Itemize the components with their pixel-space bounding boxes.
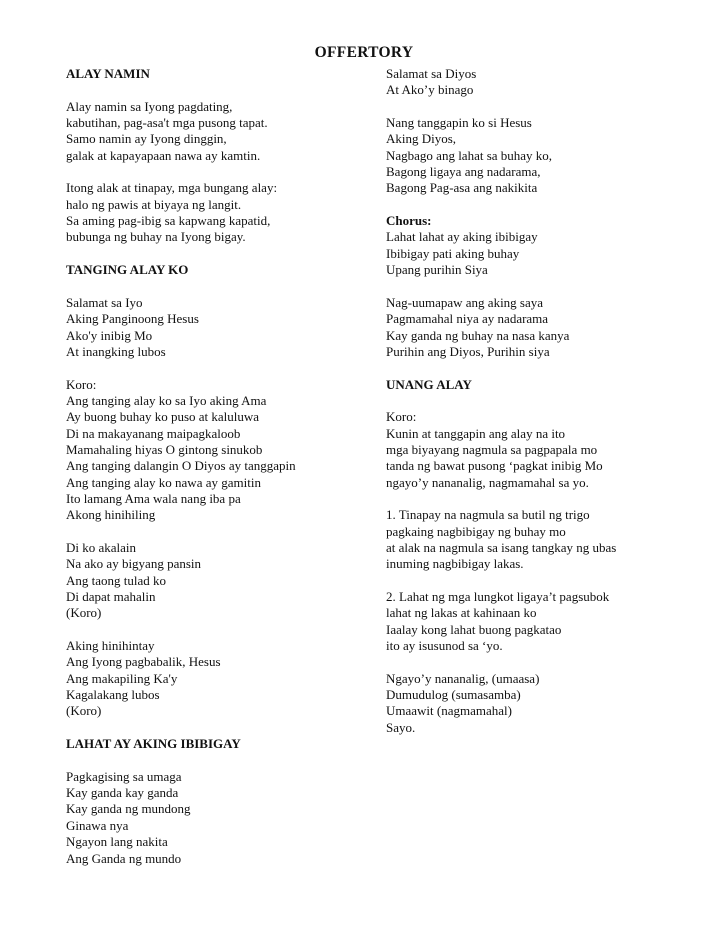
lyric-line: At inangking lubos <box>66 343 166 359</box>
lyric-line: Di ko akalain <box>66 539 137 555</box>
blank-line <box>386 573 696 589</box>
lyric-line: Ginawa nya <box>66 817 129 833</box>
lyric-line: at alak na nagmula sa isang tangkay ng ubas <box>386 539 617 555</box>
lyric-line: Itong alak at tinapay, mga bungang alay: <box>66 180 278 196</box>
lyric-line: Nag-uumapaw ang aking saya <box>386 294 544 310</box>
blank-line <box>66 720 366 736</box>
lyric-line: Koro: <box>386 409 417 425</box>
lyric-line: Kay ganda kay ganda <box>66 785 179 801</box>
lyric-line: Ngayon lang nakita <box>66 834 168 850</box>
lyric-line: Ang Ganda ng mundo <box>66 850 182 866</box>
lyric-line: Pagmamahal niya ay nadarama <box>386 311 549 327</box>
lyric-line: Purihin ang Diyos, Purihin siya <box>386 343 550 359</box>
lyric-line: Aking Diyos, <box>386 131 457 147</box>
lyric-line: kabutihan, pag-asa't mga pusong tapat. <box>66 115 268 131</box>
lyric-line: Kunin at tanggapin ang alay na ito <box>386 425 566 441</box>
lyric-line: Di na makayanang maipagkaloob <box>66 425 241 441</box>
lyric-line: Ngayo’y nananalig, (umaasa) <box>386 670 540 686</box>
lyric-line: Sayo. <box>386 719 416 735</box>
lyric-line: ngayo’y nananalig, nagmamahal sa yo. <box>386 474 589 490</box>
section-heading: UNANG ALAY <box>386 376 472 392</box>
lyric-line: mga biyayang nagmula sa pagpapala mo <box>386 441 598 457</box>
lyric-line: Salamat sa Diyos <box>386 66 477 81</box>
lyric-line: ito ay isusunod sa ‘yo. <box>386 638 503 654</box>
lyric-line: Aking hinihintay <box>66 638 155 654</box>
lyric-line: Na ako ay bigyang pansin <box>66 556 202 572</box>
lyric-line: inuming nagbibigay lakas. <box>386 556 524 572</box>
section-heading: Chorus: <box>386 213 432 229</box>
lyric-line: 1. Tinapay na nagmula sa butil ng trigo <box>386 507 590 523</box>
blank-line <box>66 524 366 540</box>
lyric-line: Dumudulog (sumasamba) <box>386 687 521 703</box>
blank-line <box>66 360 366 376</box>
blank-line <box>66 246 366 262</box>
lyric-line: Kay ganda ng mundong <box>66 801 191 817</box>
lyric-line: lahat ng lakas at kahinaan ko <box>386 605 537 621</box>
lyric-line: Bagong Pag-asa ang nakikita <box>386 180 538 196</box>
blank-line <box>386 654 696 670</box>
blank-line <box>66 622 366 638</box>
blank-line <box>66 752 366 768</box>
blank-line <box>386 393 696 409</box>
blank-line <box>66 164 366 180</box>
lyric-line: Ang tanging alay ko nawa ay gamitin <box>66 474 261 490</box>
lyric-line: Sa aming pag-ibig sa kapwang kapatid, <box>66 213 271 229</box>
page-title: OFFERTORY <box>314 44 414 61</box>
blank-line <box>386 360 696 376</box>
lyric-line: Mamahaling hiyas O gintong sinukob <box>66 441 263 457</box>
lyric-line: Pagkagising sa umaga <box>66 768 182 784</box>
lyric-line: halo ng pawis at biyaya ng langit. <box>66 196 242 212</box>
lyric-line: Aking Panginoong Hesus <box>66 311 199 327</box>
lyric-line: Kay ganda ng buhay na nasa kanya <box>386 327 570 343</box>
lyric-line: Ang tanging alay ko sa Iyo aking Ama <box>66 392 267 408</box>
section-heading: ALAY NAMIN <box>66 66 150 81</box>
lyric-line: pagkaing nagbibigay ng buhay mo <box>386 523 566 539</box>
lyric-line: Ito lamang Ama wala nang iba pa <box>66 490 241 506</box>
lyric-line: Akong hinihiling <box>66 507 156 523</box>
lyric-line: Koro: <box>66 376 97 392</box>
blank-line <box>386 278 696 294</box>
lyric-line: At Ako’y binago <box>386 82 474 98</box>
lyric-line: Ang tanging dalangin O Diyos ay tanggapin <box>66 458 296 474</box>
lyric-line: Bagong ligaya ang nadarama, <box>386 164 541 180</box>
lyric-line: Ang taong tulad ko <box>66 572 167 588</box>
lyric-line: galak at kapayapaan nawa ay kamtin. <box>66 147 261 163</box>
lyric-line: Samo namin ay Iyong dinggin, <box>66 131 227 147</box>
blank-line <box>66 278 366 294</box>
section-heading: LAHAT AY AKING IBIBIGAY <box>66 736 241 752</box>
blank-line <box>66 82 366 98</box>
lyric-line: Nang tanggapin ko si Hesus <box>386 115 532 131</box>
lyric-line: Salamat sa Iyo <box>66 294 143 310</box>
lyric-line: Ang makapiling Ka'y <box>66 670 178 686</box>
lyric-line: Lahat lahat ay aking ibibigay <box>386 229 538 245</box>
lyric-line: Ibibigay pati aking buhay <box>386 245 520 261</box>
lyric-line: tanda ng bawat pusong ‘pagkat inibig Mo <box>386 458 603 474</box>
blank-line <box>386 197 696 213</box>
blank-line <box>386 491 696 507</box>
lyric-line: Kagalakang lubos <box>66 687 160 703</box>
lyric-line: Alay namin sa Iyong pagdating, <box>66 98 233 114</box>
section-heading: TANGING ALAY KO <box>66 262 189 278</box>
right-column <box>386 66 696 736</box>
lyric-line: Upang purihin Siya <box>386 262 488 278</box>
left-column <box>66 66 366 867</box>
lyric-line: (Koro) <box>66 605 102 621</box>
lyric-line: Di dapat mahalin <box>66 589 156 604</box>
blank-line <box>386 99 696 115</box>
lyric-line: Ako'y inibig Mo <box>66 327 153 343</box>
lyric-line: 2. Lahat ng mga lungkot ligaya’t pagsubok <box>386 589 610 604</box>
lyric-line: Umaawit (nagmamahal) <box>386 703 512 719</box>
lyric-line: Nagbago ang lahat sa buhay ko, <box>386 147 553 163</box>
lyric-line: bubunga ng buhay na Iyong bigay. <box>66 229 246 245</box>
lyric-line: Iaalay kong lahat buong pagkatao <box>386 621 562 637</box>
lyric-line: Ay buong buhay ko puso at kaluluwa <box>66 409 260 425</box>
lyric-line: (Koro) <box>66 703 102 719</box>
lyric-line: Ang Iyong pagbabalik, Hesus <box>66 654 221 670</box>
